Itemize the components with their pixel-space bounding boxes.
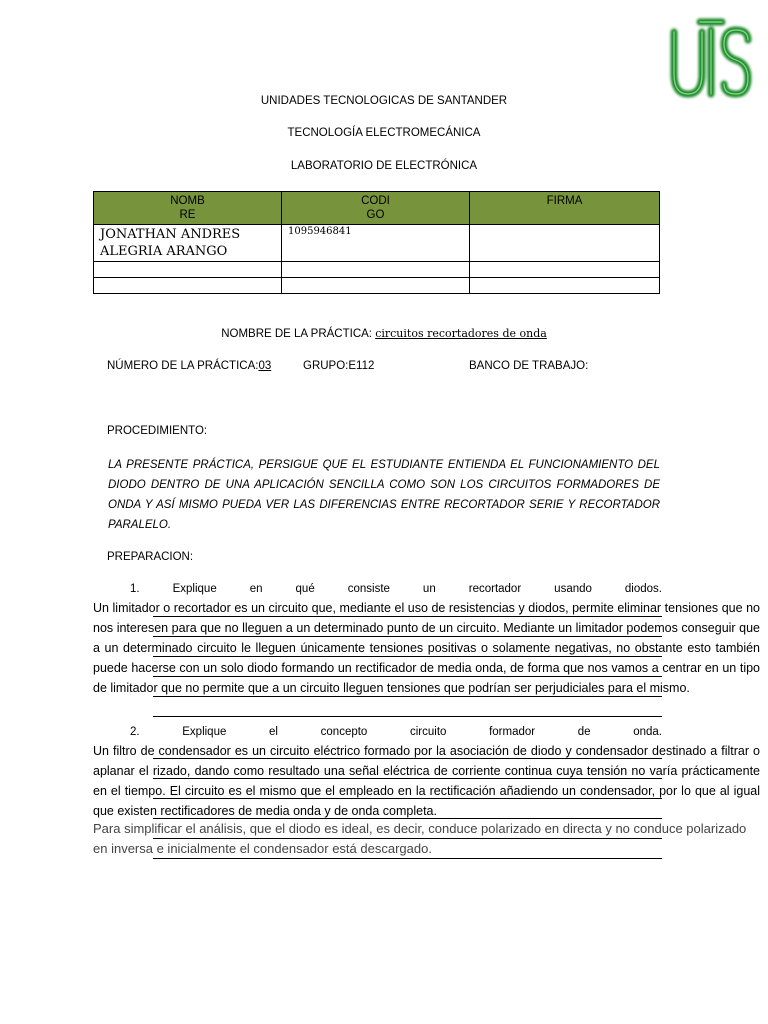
practice-name-line [0, 327, 768, 340]
student-name [94, 278, 282, 294]
lab-title: LABORATORIO DE ELECTRÓNICA [290, 160, 478, 172]
answer-2-extra: Para simplificar el análisis, que el diodo es ideal, es decir, conduce polarizado en directa y no conduce polarizado en inversa e inicialmente el condensador está descargado. [93, 821, 747, 856]
practice-number-label: NÚMERO DE LA PRÁCTICA: [107, 360, 259, 372]
students-table [93, 191, 660, 294]
practice-number-value: 03 [258, 360, 272, 372]
student-signature [470, 262, 660, 278]
question-1: 1. Explique en qué consiste un recortador usando diodos. [130, 583, 662, 595]
student-name [94, 262, 282, 278]
header-signature: FIRMA [470, 192, 660, 225]
header-code: CODI GO [282, 192, 470, 225]
question-2: 2. Explique el concepto circuito formador de onda. [130, 726, 662, 738]
answer-rule [153, 716, 662, 717]
practice-name-value: circuitos recortadores de onda [375, 327, 547, 340]
program-title: TECNOLOGÍA ELECTROMECÁNICA [287, 127, 481, 139]
table-row [94, 225, 660, 262]
preparation-title: PREPARACION: [107, 551, 194, 563]
bench-label: BANCO DE TRABAJO: [469, 360, 589, 372]
practice-number-line [107, 360, 271, 372]
institution-title: UNIDADES TECNOLOGICAS DE SANTANDER [260, 95, 508, 107]
uts-logo [664, 12, 756, 102]
group-label: GRUPO:E112 [303, 360, 375, 372]
student-code [282, 262, 470, 278]
answer-1: Un limitador o recortador es un circuito que, mediante el uso de resistencias y diodos, permite eliminar tensiones que no nos interesen para que no lleguen a un determinado punto de un circuito. Mediante un limitador podemos conseguir que a un determinado circuito le lleguen únicamente tensiones positivas o solamente negativas, no obstante esto también puede hacerse con un solo diodo formando un rectificador de media onda, de forma que nos vamos a centrar en un tipo de limitador que no permite que a un circuito lleguen tensiones que podrían ser perjudiciales para el mismo. [93, 601, 760, 695]
table-row [94, 262, 660, 278]
procedure-title: PROCEDIMIENTO: [107, 425, 208, 437]
practice-name-label: NOMBRE DE LA PRÁCTICA: [221, 328, 376, 340]
header-name: NOMB RE [94, 192, 282, 225]
table-header-row [94, 192, 660, 225]
student-code: 1095946841 [282, 225, 470, 262]
student-code [282, 278, 470, 294]
student-name: JONATHAN ANDRES ALEGRIA ARANGO [94, 225, 282, 262]
table-row [94, 278, 660, 294]
svg-text:UTS: UTS [664, 12, 666, 13]
answer-2: Un filtro de condensador es un circuito eléctrico formado por la asociación de diodo y condensador destinado a filtrar o aplanar el rizado, dando como resultado una señal eléctrica de corriente continua cuya tensión no varía prácticamente en el tiempo. El circuito es el mismo que el empleado en la rectificación añadiendo un condensador, por lo que al igual que existen rectificadores de media onda y de onda completa. [93, 744, 760, 818]
procedure-text: LA PRESENTE PRÁCTICA, PERSIGUE QUE EL ESTUDIANTE ENTIENDA EL FUNCIONAMIENTO DEL DIODO DENTRO DE UNA APLICACIÓN SENCILLA COMO SON LOS CIRCUITOS FORMADORES DE ONDA Y ASÍ MISMO PUEDA VER LAS DIFERENCIAS ENTRE RECORTADOR SERIE Y RECORTADOR PARALELO. [108, 459, 660, 531]
student-signature [470, 225, 660, 262]
student-signature [470, 278, 660, 294]
